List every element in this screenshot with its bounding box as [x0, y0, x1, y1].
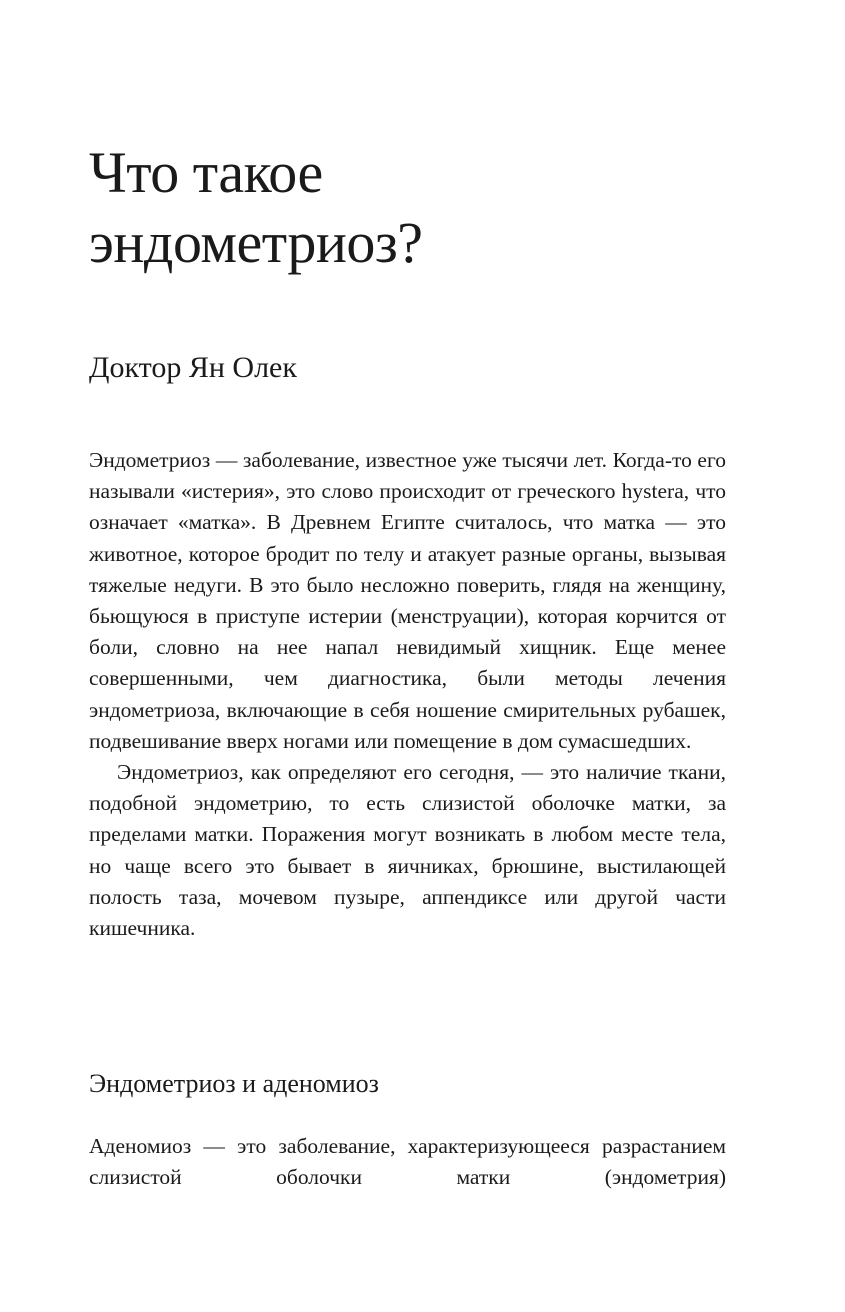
chapter-body — [89, 445, 726, 944]
chapter-title-line-2: эндометриоз? — [89, 210, 423, 275]
paragraph: Эндометриоз, как определяют его сегодня, — это наличие ткани, подобной эндометрию, то есть слизистой оболочке матки, за пределами матки. Поражения могут возникать в любом месте тела, но чаще всего это бывает в яичниках, брюшине, выстилающей полость таза, мочевом пузыре, аппендиксе или другой части кишечника. — [89, 760, 726, 941]
paragraph: Аденомиоз — это заболевание, характеризующееся разрастанием слизистой оболочки матки (эндометрия) — [89, 1134, 726, 1190]
chapter-title-line-1: Что такое — [89, 140, 323, 205]
section-heading: Эндометриоз и аденомиоз — [89, 1069, 379, 1098]
chapter-author: Доктор Ян Олек — [89, 351, 297, 384]
chapter-title — [89, 138, 726, 278]
paragraph: Эндометриоз — заболевание, известное уже тысячи лет. Когда-то его называли «истерия», это слово происходит от греческого hystera, что означает «матка». В Древнем Египте считалось, что матка — это животное, которое бродит по телу и атакует разные органы, вызывая тяжелые недуги. В это было несложно поверить, глядя на женщину, бьющуюся в приступе истерии (менструации), которая корчится от боли, словно на нее напал невидимый хищник. Еще менее совершенными, чем диагностика, были методы лечения эндометриоза, включающие в себя ношение смирительных рубашек, подвешивание вверх ногами или помещение в дом сумасшедших. — [89, 448, 726, 753]
section-body — [89, 1131, 726, 1193]
